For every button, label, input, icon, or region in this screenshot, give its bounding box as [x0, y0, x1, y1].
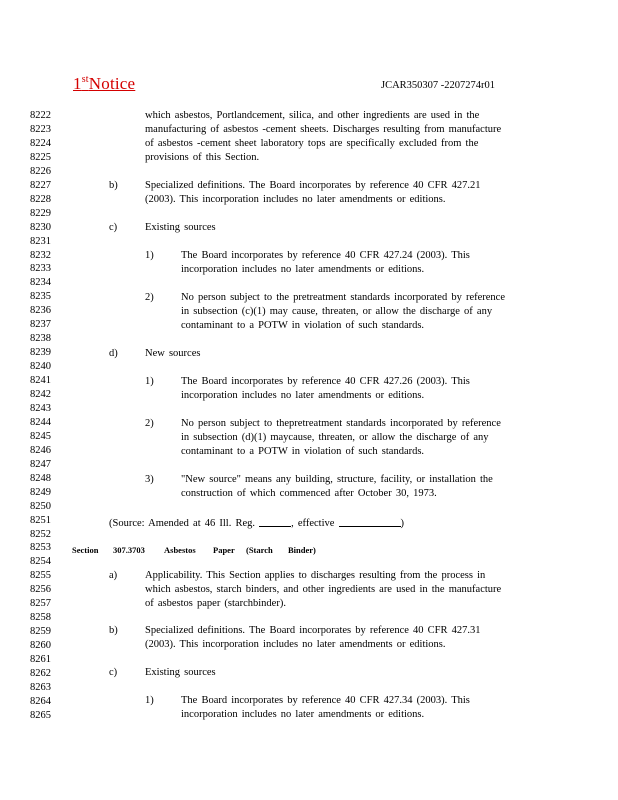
- subsection-title: Existing sources: [145, 667, 216, 678]
- line-number: 8261: [30, 654, 51, 666]
- line-number: 8265: [30, 709, 51, 721]
- paragraph-line: incorporation includes no later amendments or editions.: [181, 709, 425, 720]
- subsection-title: New sources: [145, 348, 201, 359]
- line-number: 8262: [30, 668, 51, 679]
- paragraph-line: contaminant to a POTW in violation of such standards.: [181, 446, 425, 457]
- paragraph-line: The Board incorporates by reference 40 CFR 427.34 (2003). This: [181, 695, 470, 706]
- list-marker: d): [109, 348, 118, 359]
- line-number: 8252: [30, 528, 51, 540]
- paragraph-line: which asbestos, starch binders, and other ingredients are used in the manufacture: [145, 584, 502, 595]
- paragraph-line: in subsection (c)(1) may cause, threaten, or allow the discharge of any: [181, 306, 493, 317]
- paragraph-line: of asbestos paper (starchbinder).: [145, 598, 286, 609]
- line-number: 8224: [30, 137, 51, 149]
- section-title-word: (Starch: [246, 545, 273, 555]
- paragraph-line: of asbestos -cement sheet laboratory tops are specifically excluded from the: [145, 138, 479, 149]
- line-number: 8256: [30, 584, 51, 596]
- paragraph-line: which asbestos, Portlandcement, silica, and other ingredients are used in the: [145, 110, 480, 121]
- line-number: 8250: [30, 500, 51, 512]
- section-label: Section: [72, 545, 99, 555]
- line-number: 8237: [30, 319, 51, 331]
- line-number: 8247: [30, 458, 51, 470]
- paragraph-line: in subsection (d)(1) maycause, threaten, or allow the discharge of any: [181, 432, 489, 443]
- source-note: (Source: Amended at 46 Ill. Reg. , effective ): [109, 518, 405, 529]
- line-number: 8264: [30, 695, 51, 707]
- line-number: 8263: [30, 681, 51, 693]
- paragraph-line: (2003). This incorporation includes no later amendments or editions.: [145, 194, 446, 205]
- paragraph-line: The Board incorporates by reference 40 CFR 427.26 (2003). This: [181, 376, 470, 387]
- paragraph-line: No person subject to thepretreatment standards incorporated by reference: [181, 418, 501, 429]
- line-number: 8225: [30, 151, 51, 163]
- section-number: 307.3703: [113, 545, 145, 555]
- blank-line: [259, 516, 291, 527]
- notice-heading: 1stNotice: [73, 74, 136, 93]
- paragraph-line: (2003). This incorporation includes no later amendments or editions.: [145, 639, 446, 650]
- line-number: 8245: [30, 430, 51, 442]
- paragraph-line: contaminant to a POTW in violation of such standards.: [181, 320, 425, 331]
- line-number: 8254: [30, 556, 51, 568]
- line-number: 8239: [30, 347, 51, 359]
- document-code: JCAR350307 -2207274r01: [381, 80, 496, 91]
- paragraph-line: construction of which commenced after October 30, 1973.: [181, 488, 437, 499]
- paragraph-line: manufacturing of asbestos -cement sheets. Discharges resulting from manufacture: [145, 124, 502, 135]
- subsection-title: Existing sources: [145, 222, 216, 233]
- line-number: 8242: [30, 389, 51, 400]
- list-marker: a): [109, 570, 118, 581]
- section-title-word: Binder): [288, 545, 316, 555]
- line-number: 8227: [30, 179, 51, 191]
- blank-line: [339, 516, 401, 527]
- line-number: 8248: [30, 472, 51, 484]
- list-marker: c): [109, 222, 118, 233]
- list-marker: 1): [145, 250, 154, 261]
- line-number: 8223: [30, 123, 51, 135]
- line-number: 8232: [30, 249, 51, 261]
- list-marker: 1): [145, 695, 154, 706]
- list-marker: b): [109, 180, 118, 191]
- line-number: 8238: [30, 333, 51, 345]
- line-number: 8230: [30, 221, 51, 233]
- line-number: 8236: [30, 305, 51, 317]
- paragraph-line: Specialized definitions. The Board incorporates by reference 40 CFR 427.31: [145, 625, 481, 636]
- line-number: 8253: [30, 542, 51, 554]
- list-marker: b): [109, 625, 118, 636]
- list-marker: 2): [145, 292, 154, 303]
- paragraph-line: incorporation includes no later amendments or editions.: [181, 390, 425, 401]
- paragraph-line: Specialized definitions. The Board incorporates by reference 40 CFR 427.21: [145, 180, 481, 191]
- line-number: 8251: [30, 514, 51, 526]
- paragraph-line: No person subject to the pretreatment standards incorporated by reference: [181, 292, 505, 303]
- line-number: 8255: [30, 570, 51, 582]
- list-marker: 3): [145, 474, 154, 485]
- line-number: 8229: [30, 207, 51, 219]
- line-number: 8226: [30, 165, 51, 177]
- line-number: 8249: [30, 486, 51, 498]
- paragraph-line: incorporation includes no later amendments or editions.: [181, 264, 425, 275]
- line-number: 8231: [30, 235, 51, 247]
- paragraph-line: The Board incorporates by reference 40 CFR 427.24 (2003). This: [181, 250, 470, 261]
- section-title-word: Paper: [213, 545, 235, 555]
- line-number: 8259: [30, 626, 51, 638]
- line-number: 8257: [30, 598, 51, 610]
- line-number: 8222: [30, 110, 51, 121]
- line-number: 8240: [30, 361, 51, 373]
- line-number: 8243: [30, 402, 51, 414]
- section-title-word: Asbestos: [164, 545, 196, 555]
- paragraph-line: provisions of this Section.: [145, 152, 260, 163]
- line-number: 8235: [30, 291, 51, 303]
- list-marker: c): [109, 667, 118, 678]
- list-marker: 1): [145, 376, 154, 387]
- line-number: 8234: [30, 277, 51, 289]
- line-number: 8244: [30, 416, 51, 428]
- line-number: 8260: [30, 640, 51, 652]
- line-number: 8258: [30, 612, 51, 624]
- line-number: 8233: [30, 263, 51, 275]
- paragraph-line: "New source" means any building, structure, facility, or installation the: [181, 474, 493, 485]
- line-number: 8241: [30, 375, 51, 387]
- line-number: 8246: [30, 444, 51, 456]
- paragraph-line: Applicability. This Section applies to discharges resulting from the process in: [145, 570, 486, 581]
- list-marker: 2): [145, 418, 154, 429]
- line-number: 8228: [30, 193, 51, 205]
